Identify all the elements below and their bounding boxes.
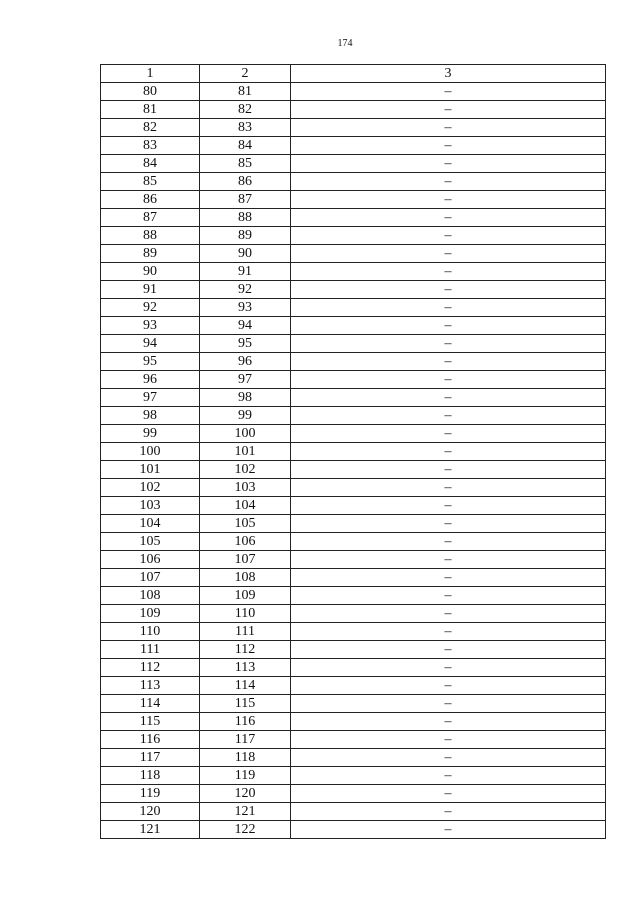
- table-row: [101, 587, 606, 605]
- table-row: [101, 749, 606, 767]
- table-cell-col-2: 85: [200, 155, 291, 173]
- table-cell-col-2: 83: [200, 119, 291, 137]
- table-row: [101, 677, 606, 695]
- table-cell-col-3: –: [291, 569, 606, 587]
- table-cell-col-3: –: [291, 731, 606, 749]
- table-cell-col-3: –: [291, 749, 606, 767]
- table-cell-col-1: 105: [101, 533, 200, 551]
- table-cell-col-3: –: [291, 155, 606, 173]
- table-cell-col-3: –: [291, 785, 606, 803]
- table-cell-col-1: 109: [101, 605, 200, 623]
- table-cell-col-2: 96: [200, 353, 291, 371]
- table-cell-col-1: 119: [101, 785, 200, 803]
- table-row: [101, 641, 606, 659]
- table-cell-col-2: 89: [200, 227, 291, 245]
- table-cell-col-3: –: [291, 335, 606, 353]
- table-row: [101, 353, 606, 371]
- table-cell-col-2: 106: [200, 533, 291, 551]
- table-cell-col-1: 103: [101, 497, 200, 515]
- table-header: [101, 65, 606, 83]
- table-cell-col-3: –: [291, 659, 606, 677]
- table-row: [101, 209, 606, 227]
- table-cell-col-1: 101: [101, 461, 200, 479]
- table-row: [101, 785, 606, 803]
- table-cell-col-1: 89: [101, 245, 200, 263]
- table-row: [101, 137, 606, 155]
- table-row: [101, 119, 606, 137]
- table-row: [101, 821, 606, 839]
- table-row: [101, 497, 606, 515]
- table-row: [101, 335, 606, 353]
- table-cell-col-3: –: [291, 497, 606, 515]
- table-row: [101, 227, 606, 245]
- table-cell-col-3: –: [291, 767, 606, 785]
- table-cell-col-2: 107: [200, 551, 291, 569]
- table-cell-col-3: –: [291, 551, 606, 569]
- table-cell-col-3: –: [291, 443, 606, 461]
- table-row: [101, 155, 606, 173]
- table-cell-col-1: 91: [101, 281, 200, 299]
- table-cell-col-2: 100: [200, 425, 291, 443]
- table-cell-col-3: –: [291, 83, 606, 101]
- table-cell-col-3: –: [291, 803, 606, 821]
- table-row: [101, 479, 606, 497]
- table-cell-col-2: 90: [200, 245, 291, 263]
- table-row: [101, 695, 606, 713]
- table-row: [101, 371, 606, 389]
- table-cell-col-3: –: [291, 209, 606, 227]
- table-cell-col-3: –: [291, 821, 606, 839]
- table-cell-col-3: –: [291, 641, 606, 659]
- column-header-1: 1: [101, 65, 200, 83]
- table-row: [101, 299, 606, 317]
- table-row: [101, 461, 606, 479]
- table-cell-col-2: 97: [200, 371, 291, 389]
- table-row: [101, 605, 606, 623]
- table-cell-col-2: 87: [200, 191, 291, 209]
- table-cell-col-3: –: [291, 425, 606, 443]
- table-row: [101, 803, 606, 821]
- table-cell-col-3: –: [291, 137, 606, 155]
- table-cell-col-3: –: [291, 479, 606, 497]
- table-cell-col-2: 121: [200, 803, 291, 821]
- table-cell-col-2: 103: [200, 479, 291, 497]
- table-body: [101, 83, 606, 839]
- table-cell-col-3: –: [291, 695, 606, 713]
- table-cell-col-1: 90: [101, 263, 200, 281]
- table-cell-col-1: 113: [101, 677, 200, 695]
- table-cell-col-1: 100: [101, 443, 200, 461]
- table-cell-col-3: –: [291, 605, 606, 623]
- table-cell-col-2: 105: [200, 515, 291, 533]
- column-header-2: 2: [200, 65, 291, 83]
- table-cell-col-2: 109: [200, 587, 291, 605]
- table-cell-col-1: 107: [101, 569, 200, 587]
- table-cell-col-2: 120: [200, 785, 291, 803]
- table-cell-col-1: 118: [101, 767, 200, 785]
- table-cell-col-3: –: [291, 173, 606, 191]
- table-row: [101, 173, 606, 191]
- table-cell-col-2: 117: [200, 731, 291, 749]
- table-cell-col-3: –: [291, 119, 606, 137]
- table-cell-col-1: 88: [101, 227, 200, 245]
- table-cell-col-1: 86: [101, 191, 200, 209]
- table-cell-col-1: 106: [101, 551, 200, 569]
- table-cell-col-2: 91: [200, 263, 291, 281]
- table-row: [101, 713, 606, 731]
- table-cell-col-1: 120: [101, 803, 200, 821]
- table-row: [101, 101, 606, 119]
- table-row: [101, 551, 606, 569]
- header-row: [101, 65, 606, 83]
- table-cell-col-2: 119: [200, 767, 291, 785]
- table-cell-col-2: 102: [200, 461, 291, 479]
- table-cell-col-2: 101: [200, 443, 291, 461]
- table-cell-col-3: –: [291, 353, 606, 371]
- table-row: [101, 83, 606, 101]
- table-cell-col-1: 110: [101, 623, 200, 641]
- page-number: 174: [337, 38, 353, 49]
- table-cell-col-3: –: [291, 515, 606, 533]
- table-row: [101, 191, 606, 209]
- table-row: [101, 263, 606, 281]
- table-cell-col-3: –: [291, 299, 606, 317]
- table-cell-col-2: 114: [200, 677, 291, 695]
- table-cell-col-3: –: [291, 677, 606, 695]
- table-cell-col-1: 82: [101, 119, 200, 137]
- table-row: [101, 317, 606, 335]
- table-cell-col-3: –: [291, 461, 606, 479]
- table-cell-col-3: –: [291, 263, 606, 281]
- table-cell-col-1: 94: [101, 335, 200, 353]
- table-cell-col-1: 95: [101, 353, 200, 371]
- table-cell-col-3: –: [291, 371, 606, 389]
- table-cell-col-2: 99: [200, 407, 291, 425]
- table-cell-col-2: 94: [200, 317, 291, 335]
- data-table: [100, 64, 606, 839]
- table-cell-col-3: –: [291, 227, 606, 245]
- table-cell-col-3: –: [291, 101, 606, 119]
- table-row: [101, 245, 606, 263]
- table-cell-col-2: 115: [200, 695, 291, 713]
- table-cell-col-2: 122: [200, 821, 291, 839]
- table-cell-col-2: 86: [200, 173, 291, 191]
- table-row: [101, 425, 606, 443]
- table-cell-col-1: 111: [101, 641, 200, 659]
- table-cell-col-2: 111: [200, 623, 291, 641]
- table-cell-col-2: 92: [200, 281, 291, 299]
- table-cell-col-1: 116: [101, 731, 200, 749]
- table-cell-col-2: 112: [200, 641, 291, 659]
- table-row: [101, 659, 606, 677]
- table-cell-col-2: 110: [200, 605, 291, 623]
- table-row: [101, 389, 606, 407]
- table-row: [101, 731, 606, 749]
- table-cell-col-1: 114: [101, 695, 200, 713]
- table-cell-col-1: 84: [101, 155, 200, 173]
- table-cell-col-2: 98: [200, 389, 291, 407]
- table-cell-col-2: 108: [200, 569, 291, 587]
- table-cell-col-1: 87: [101, 209, 200, 227]
- table-cell-col-3: –: [291, 713, 606, 731]
- table-row: [101, 515, 606, 533]
- table-cell-col-1: 112: [101, 659, 200, 677]
- column-header-3: 3: [291, 65, 606, 83]
- table-cell-col-3: –: [291, 623, 606, 641]
- table-cell-col-1: 85: [101, 173, 200, 191]
- table-cell-col-3: –: [291, 407, 606, 425]
- table-row: [101, 281, 606, 299]
- table-cell-col-3: –: [291, 587, 606, 605]
- table-cell-col-1: 104: [101, 515, 200, 533]
- table-cell-col-3: –: [291, 389, 606, 407]
- table-cell-col-1: 102: [101, 479, 200, 497]
- table-cell-col-2: 104: [200, 497, 291, 515]
- table-cell-col-2: 116: [200, 713, 291, 731]
- table-cell-col-2: 84: [200, 137, 291, 155]
- table-row: [101, 623, 606, 641]
- table-cell-col-1: 121: [101, 821, 200, 839]
- table-cell-col-3: –: [291, 281, 606, 299]
- table-cell-col-2: 113: [200, 659, 291, 677]
- table-cell-col-1: 117: [101, 749, 200, 767]
- table-cell-col-3: –: [291, 245, 606, 263]
- table-cell-col-1: 97: [101, 389, 200, 407]
- table-cell-col-1: 115: [101, 713, 200, 731]
- table-cell-col-3: –: [291, 191, 606, 209]
- table-cell-col-2: 88: [200, 209, 291, 227]
- table-cell-col-1: 83: [101, 137, 200, 155]
- table-cell-col-1: 99: [101, 425, 200, 443]
- table-row: [101, 569, 606, 587]
- table-cell-col-2: 95: [200, 335, 291, 353]
- table-cell-col-3: –: [291, 317, 606, 335]
- table-row: [101, 533, 606, 551]
- table-cell-col-1: 92: [101, 299, 200, 317]
- table-row: [101, 407, 606, 425]
- table-cell-col-1: 98: [101, 407, 200, 425]
- table-cell-col-2: 118: [200, 749, 291, 767]
- table-cell-col-2: 81: [200, 83, 291, 101]
- table-cell-col-2: 93: [200, 299, 291, 317]
- table-row: [101, 767, 606, 785]
- table-cell-col-1: 108: [101, 587, 200, 605]
- table-cell-col-1: 80: [101, 83, 200, 101]
- table-row: [101, 443, 606, 461]
- table-cell-col-1: 93: [101, 317, 200, 335]
- table-cell-col-1: 96: [101, 371, 200, 389]
- table-cell-col-3: –: [291, 533, 606, 551]
- table-cell-col-2: 82: [200, 101, 291, 119]
- table-cell-col-1: 81: [101, 101, 200, 119]
